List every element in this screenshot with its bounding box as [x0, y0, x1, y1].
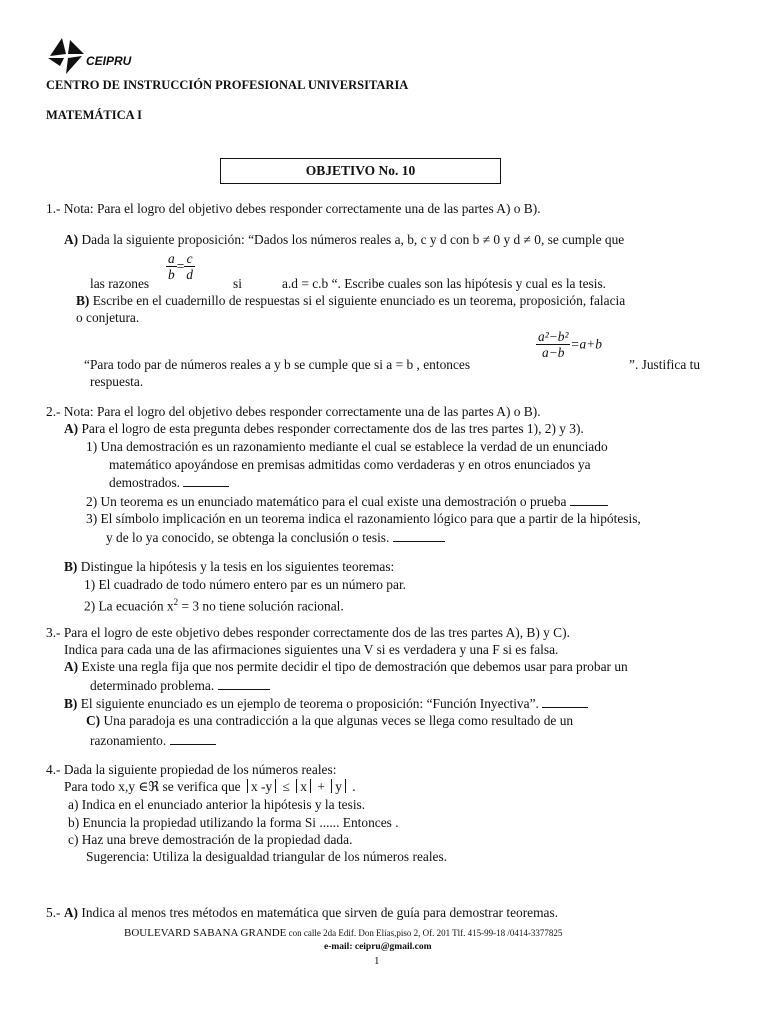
q1-quote-end: ”. Justifica tu [629, 357, 701, 372]
q1-b-label: B) [76, 293, 90, 308]
q2-intro: 2.- Nota: Para el logro del objetivo debes responder correctamente una de las partes A) o B). [46, 404, 541, 419]
q1-part-a [64, 232, 624, 249]
q2-a-label: A) [64, 421, 79, 436]
footer-email: e-mail: ceipru@gmail.com [324, 942, 432, 952]
frac-a-num: a [168, 251, 175, 266]
q1-formula [536, 329, 602, 360]
q1-b-text: Escribe en el cuadernillo de respuestas si el siguiente enunciado es un teorema, proposición, falacia [89, 293, 626, 308]
q3-b-text: El siguiente enunciado es un ejemplo de teorema o proposición: “Función Inyectiva”. [77, 696, 539, 711]
q2-part-b [64, 559, 394, 576]
q1-part-b [76, 293, 625, 310]
frac-c-num: c [184, 251, 195, 267]
q3-intro2: Indica para cada una de las afirmaciones siguientes una V si es verdadera y una F si es falsa. [64, 642, 559, 657]
q4-intro: 4.- Dada la siguiente propiedad de los números reales: [46, 762, 337, 777]
q3-part-b [64, 695, 588, 713]
logo-text: CEIPRU [86, 54, 132, 68]
q5-num: 5.- [46, 905, 61, 920]
q3-a-label: A) [64, 659, 79, 674]
q1-a-line2-post: a.d = c.b “. Escribe cuales son las hipótesis y cual es la tesis. [282, 276, 607, 291]
q2-item3-line2: y de lo ya conocido, se obtenga la conclusión o tesis. [106, 529, 445, 547]
q5 [46, 905, 558, 922]
q1-ratio-formula: $\frac{a}{b}$ = $\frac{c}{d}$ [168, 251, 193, 282]
institution-name: CENTRO DE INSTRUCCIÓN PROFESIONAL UNIVERSITARIA [46, 78, 409, 92]
q3-c-label: C) [86, 713, 101, 728]
q2-item1-line3: demostrados. [109, 474, 229, 492]
q1-intro: 1.- Nota: Para el logro del objetivo debes responder correctamente una de las partes A) o B). [46, 201, 541, 216]
q1-quote-line2: respuesta. [90, 374, 144, 389]
q1-a-line2-pre: las razones [90, 276, 150, 291]
answer-blank[interactable] [542, 695, 588, 708]
q2-item3-line1: 3) El símbolo implicación en un teorema indica el razonamiento lógico para que a partir de la hipótesis, [86, 511, 641, 526]
footer-address: BOULEVARD SABANA GRANDE con calle 2da Edif. Don Elías,piso 2, Of. 201 Tlf. 415-99-18 /0414-3377825 [124, 927, 563, 939]
q4-item-a: a) Indica en el enunciado anterior la hipótesis y la tesis. [68, 797, 366, 812]
answer-blank[interactable] [170, 732, 216, 745]
q4-line2: Para todo x,y ∈ℜ se verifica que x -y ≤ x + y . [64, 779, 356, 794]
page-number: 1 [374, 955, 380, 967]
q2-b-label: B) [64, 559, 78, 574]
answer-blank[interactable] [393, 529, 445, 542]
q4-hint: Sugerencia: Utiliza la desigualdad triangular de los números reales. [86, 849, 448, 864]
formula-num: a²−b² [538, 329, 569, 344]
answer-blank[interactable] [570, 493, 608, 506]
q3-c-line2: razonamiento. [90, 732, 216, 750]
q1-a-text: Dada la siguiente proposición: “Dados los números reales a, b, c y d con b ≠ 0 y d ≠ 0, se cumple que [78, 232, 625, 247]
q3-a-text: Existe una regla fija que nos permite decidir el tipo de demostración que debemos usar para probar un [78, 659, 628, 674]
q1-b-text2: o conjetura. [76, 310, 140, 325]
objective-box [220, 158, 501, 184]
q3-part-a [64, 659, 628, 676]
q3-a-line2: determinado problema. [90, 677, 270, 695]
answer-blank[interactable] [218, 677, 270, 690]
q3-c-text: Una paradoja es una contradicción a la que algunas veces se llega como resultado de un [100, 713, 574, 728]
q1-a-label: A) [64, 232, 79, 247]
q3-b-label: B) [64, 696, 78, 711]
q2-a-text: Para el logro de esta pregunta debes responder correctamente dos de las tres partes 1), 2) y 3). [78, 421, 584, 436]
answer-blank[interactable] [183, 474, 229, 487]
q1-si: si [233, 276, 242, 291]
subject-title: MATEMÁTICA I [46, 108, 142, 122]
q5-label: A) [63, 905, 79, 920]
formula-den: a−b [542, 345, 565, 360]
q2-item1-line2: matemático apoyándose en premisas admitidas como verdaderas y en otros enunciados ya [109, 457, 591, 472]
q5-text: Indica al menos tres métodos en matemática que sirven de guía para demostrar teoremas. [78, 905, 559, 920]
q2-part-a [64, 421, 584, 438]
objective-title: OBJETIVO No. 10 [305, 163, 416, 178]
frac-c-den: d [186, 267, 193, 282]
logo [46, 36, 146, 76]
ceipru-logo-icon [46, 36, 86, 76]
q4-item-c: c) Haz una breve demostración de la propiedad dada. [68, 832, 353, 847]
frac-a-den: b [168, 267, 175, 282]
q2-b-item2: 2) La ecuación $x^2 = 3$ no tiene solución racional. [84, 597, 344, 614]
q3-intro: 3.- Para el logro de este objetivo debes responder correctamente dos de las tres partes A), B) y C). [46, 625, 570, 640]
q4-item-b: b) Enuncia la propiedad utilizando la forma Si ...... Entonces . [68, 815, 399, 830]
q2-b-text: Distingue la hipótesis y la tesis en los siguientes teoremas: [77, 559, 395, 574]
formula-rhs: =a+b [570, 336, 602, 352]
q3-part-c [86, 713, 573, 730]
q1-quote: “Para todo par de números reales a y b se cumple que si a = b , entonces [84, 357, 471, 372]
q2-b-item1: 1) El cuadrado de todo número entero par es un número par. [84, 577, 407, 592]
q2-item1-line1: 1) Una demostración es un razonamiento mediante el cual se establece la verdad de un enunciado [86, 439, 608, 454]
q2-item2: 2) Un teorema es un enunciado matemático para el cual existe una demostración o prueba [86, 493, 608, 511]
